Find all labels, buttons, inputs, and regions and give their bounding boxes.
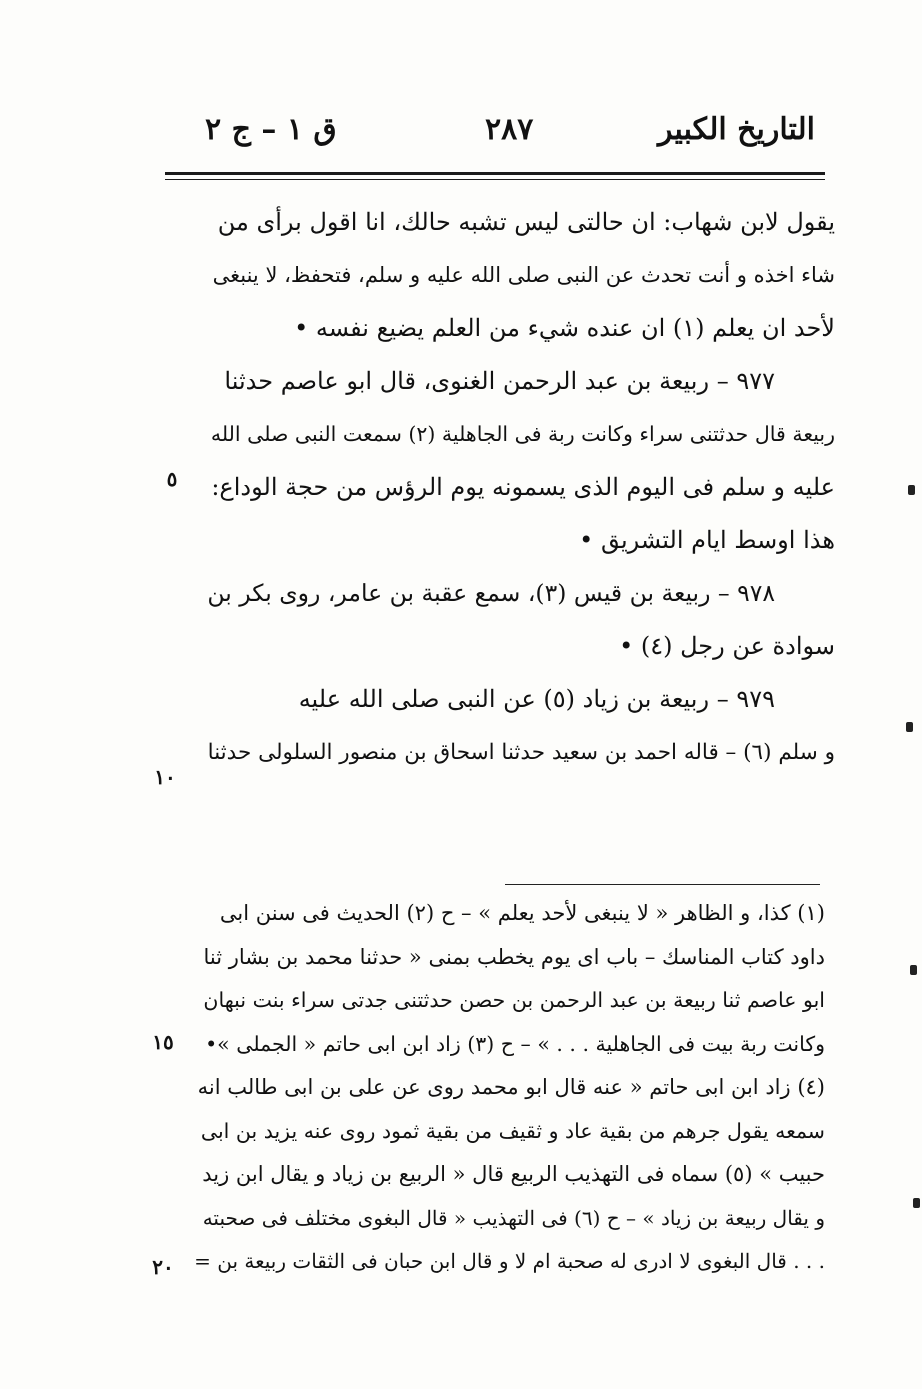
entry-977: ٩٧٧ – ربيعة بن عبد الرحمن الغنوى، قال ابو عاصم حدثنا [224,367,775,395]
entry-979: ٩٧٩ – ربيعة بن زياد (٥) عن النبى صلى الله عليه [298,685,775,713]
footnote-line: (٤) زاد ابن ابى حاتم « عنه قال ابو محمد روى عن على بن ابى طالب انه [197,1075,825,1099]
text-line: و سلم (٦) – قاله احمد بن سعيد حدثنا اسحاق بن منصور السلولى حدثنا [207,740,835,765]
line-number-5: ٥ [166,467,178,491]
margin-mark [910,965,917,975]
footnote-rule [505,884,820,885]
header-rule-thin [165,179,825,180]
footnote-line: (١) كذا، و الظاهر « لا ينبغى لأحد يعلم » – ح (٢) الحديث فى سنن ابى [219,901,825,925]
margin-mark [906,722,913,732]
page-header [195,112,815,162]
footnote-line: حبيب » (٥) سماه فى التهذيب الربيع قال « الربيع بن زياد و يقال ابن زيد [202,1162,825,1186]
footnote-line: وكانت ربة بيت فى الجاهلية . . . » – ح (٣) زاد ابن ابى حاتم « الجملى »• [205,1031,825,1056]
footnote-line: سمعه يقول جرهم من بقية عاد و ثقيف من بقية ثمود روى عنه يزيد بن ابى [200,1118,825,1143]
text-line: ربيعة قال حدثتنى سراء وكانت ربة فى الجاهلية (٢) سمعت النبى صلى الله [210,422,835,446]
footnotes [195,892,825,1284]
entry-978: ٩٧٨ – ربيعة بن قيس (٣)، سمع عقبة بن عامر، روى بكر بن [207,579,775,607]
volume-label: ق ١ – ج ٢ [205,112,337,147]
book-title: التاريخ الكبير [657,112,815,147]
text-line: شاء اخذه و أنت تحدث عن النبى صلى الله عليه و سلم، فتحفظ، لا ينبغى [212,263,835,287]
line-number-20: ٢٠ [152,1255,174,1279]
line-number-10: ١٠ [154,765,176,789]
margin-mark [908,485,915,495]
text-line: هذا اوسط ايام التشريق • [579,526,835,554]
footnote-line: ابو عاصم ثنا ربيعة بن عبد الرحمن بن حصن حدثتنى جدتى سراء بنت نبهان [203,988,825,1012]
header-rule [165,172,825,175]
main-text [205,196,835,779]
footnote-line: داود كتاب المناسك – باب اى يوم يخطب بمنى « حدثنا محمد بن بشار ثنا [203,944,825,969]
text-line: لأحد ان يعلم (١) ان عنده شيء من العلم يضيع نفسه • [294,314,835,342]
text-line: عليه و سلم فى اليوم الذى يسمونه يوم الرؤس من حجة الوداع: [211,473,835,501]
footnote-line: و يقال ربيعة بن زياد » – ح (٦) فى التهذيب « قال البغوى مختلف فى صحبته [202,1205,825,1230]
footnote-line: . . . قال البغوى لا ادرى له صحبة ام لا و قال ابن حبان فى الثقات ربيعة بن = [194,1249,825,1273]
text-line: يقول لابن شهاب: ان حالتى ليس تشبه حالك، انا اقول برأى من [217,208,835,236]
page-number: ٢٨٧ [485,112,534,147]
line-number-15: ١٥ [152,1030,174,1054]
margin-mark [913,1198,920,1208]
text-line: سوادة عن رجل (٤) • [619,632,835,660]
